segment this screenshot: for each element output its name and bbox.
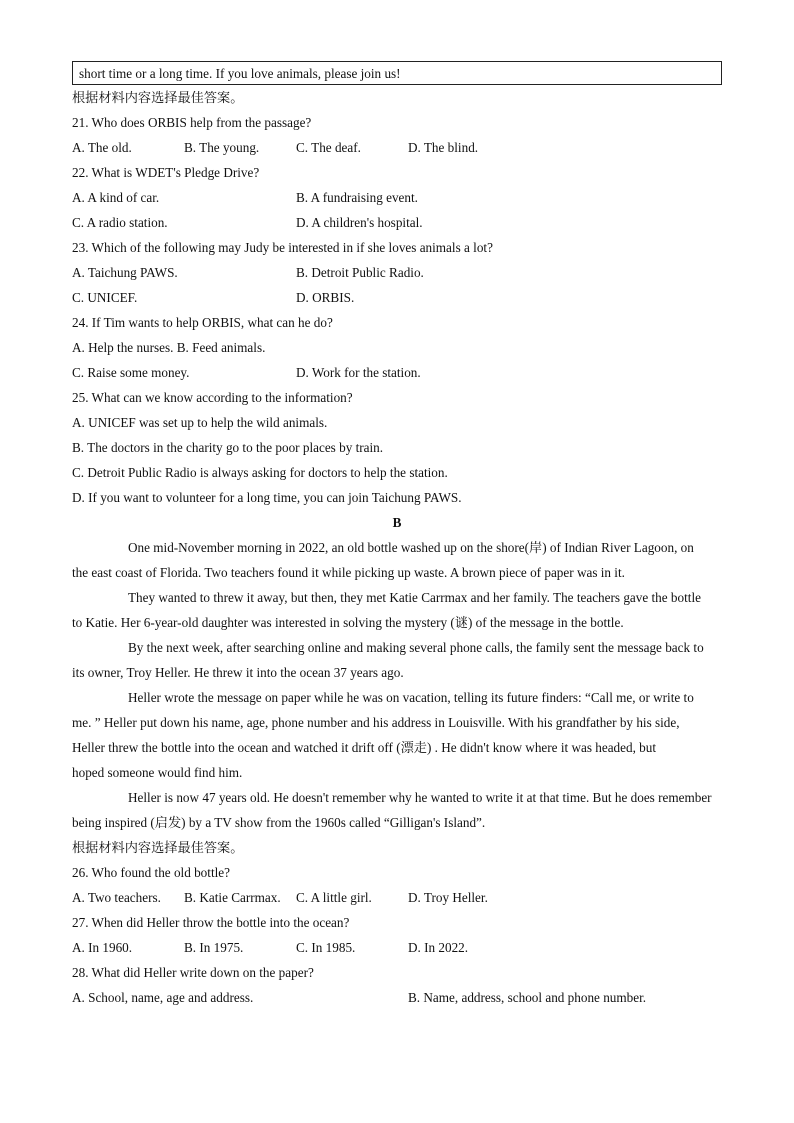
option-26-d[interactable]: D. Troy Heller. [408, 890, 488, 905]
option-21-c[interactable]: C. The deaf. [296, 140, 361, 155]
question-27: 27. When did Heller throw the bottle into the ocean? [72, 915, 350, 930]
options-24-row2 [72, 360, 722, 385]
option-24-d[interactable]: D. Work for the station. [296, 365, 421, 380]
options-23-row2 [72, 285, 722, 310]
option-21-a[interactable]: A. The old. [72, 140, 132, 155]
option-24-a-b[interactable]: A. Help the nurses. B. Feed animals. [72, 340, 266, 355]
passage-line: hoped someone would find him. [72, 765, 243, 780]
option-26-a[interactable]: A. Two teachers. [72, 890, 161, 905]
box-text: short time or a long time. If you love animals, please join us! [79, 66, 401, 81]
passage-paragraph-2 [72, 585, 722, 635]
option-27-b[interactable]: B. In 1975. [184, 940, 244, 955]
passage-line: Heller wrote the message on paper while he was on vacation, telling its future finders: “Call me, or write to [128, 690, 694, 705]
passage-paragraph-5 [72, 785, 722, 835]
passage-continuation-box [72, 61, 722, 85]
section-b-title: B [392, 515, 402, 530]
question-21: 21. Who does ORBIS help from the passage? [72, 115, 312, 130]
passage-line: its owner, Troy Heller. He threw it into the ocean 37 years ago. [72, 665, 404, 680]
option-28-a[interactable]: A. School, name, age and address. [72, 990, 254, 1005]
passage-paragraph-1 [72, 535, 722, 585]
passage-line: One mid-November morning in 2022, an old bottle washed up on the shore(岸) of Indian River Lagoon, on [128, 540, 694, 555]
option-22-c[interactable]: C. A radio station. [72, 215, 168, 230]
passage-line: They wanted to threw it away, but then, they met Katie Carrmax and her family. The teachers gave the bottle [128, 590, 701, 605]
option-22-b[interactable]: B. A fundraising event. [296, 190, 418, 205]
question-28: 28. What did Heller write down on the paper? [72, 965, 314, 980]
question-24: 24. If Tim wants to help ORBIS, what can he do? [72, 315, 333, 330]
passage-line: the east coast of Florida. Two teachers found it while picking up waste. A brown piece of paper was in it. [72, 565, 625, 580]
option-28-b[interactable]: B. Name, address, school and phone number. [408, 990, 647, 1005]
options-24-row1 [72, 335, 722, 360]
passage-line: to Katie. Her 6-year-old daughter was interested in solving the mystery (谜) of the message in the bottle. [72, 615, 624, 630]
instruction-line: 根据材料内容选择最佳答案。 [72, 90, 244, 105]
question-25: 25. What can we know according to the information? [72, 390, 353, 405]
option-25-a[interactable]: A. UNICEF was set up to help the wild animals. [72, 415, 328, 430]
option-21-d[interactable]: D. The blind. [408, 140, 479, 155]
option-22-d[interactable]: D. A children's hospital. [296, 215, 423, 230]
options-22-row2 [72, 210, 722, 235]
passage-line: By the next week, after searching online and making several phone calls, the family sent the message back to [128, 640, 704, 655]
passage-paragraph-4 [72, 685, 722, 785]
question-23: 23. Which of the following may Judy be interested in if she loves animals a lot? [72, 240, 493, 255]
passage-line: being inspired (启发) by a TV show from the 1960s called “Gilligan's Island”. [72, 815, 486, 830]
option-23-b[interactable]: B. Detroit Public Radio. [296, 265, 424, 280]
options-22-row1 [72, 185, 722, 210]
option-24-c[interactable]: C. Raise some money. [72, 365, 190, 380]
option-25-c[interactable]: C. Detroit Public Radio is always asking for doctors to help the station. [72, 465, 448, 480]
option-21-b[interactable]: B. The young. [184, 140, 260, 155]
passage-line: me. ” Heller put down his name, age, phone number and his address in Louisville. With his grandfather by his side, [72, 715, 680, 730]
option-27-d[interactable]: D. In 2022. [408, 940, 469, 955]
option-23-d[interactable]: D. ORBIS. [296, 290, 355, 305]
option-27-c[interactable]: C. In 1985. [296, 940, 356, 955]
passage-paragraph-3 [72, 635, 722, 685]
passage-line: Heller is now 47 years old. He doesn't remember why he wanted to write it at that time. But he does remember [128, 790, 712, 805]
worksheet-page [72, 61, 722, 1010]
passage-line: Heller threw the bottle into the ocean and watched it drift off (漂走) . He didn't know where it was headed, but [72, 740, 657, 755]
option-25-b[interactable]: B. The doctors in the charity go to the poor places by train. [72, 440, 384, 455]
instruction-line-2: 根据材料内容选择最佳答案。 [72, 840, 244, 855]
options-21 [72, 135, 722, 160]
option-23-a[interactable]: A. Taichung PAWS. [72, 265, 178, 280]
option-27-a[interactable]: A. In 1960. [72, 940, 133, 955]
options-27 [72, 935, 722, 960]
options-28 [72, 985, 722, 1010]
option-26-c[interactable]: C. A little girl. [296, 890, 372, 905]
question-22: 22. What is WDET's Pledge Drive? [72, 165, 260, 180]
question-26: 26. Who found the old bottle? [72, 865, 230, 880]
option-25-d[interactable]: D. If you want to volunteer for a long time, you can join Taichung PAWS. [72, 490, 462, 505]
option-23-c[interactable]: C. UNICEF. [72, 290, 138, 305]
options-26 [72, 885, 722, 910]
option-26-b[interactable]: B. Katie Carrmax. [184, 890, 281, 905]
options-23-row1 [72, 260, 722, 285]
option-22-a[interactable]: A. A kind of car. [72, 190, 160, 205]
